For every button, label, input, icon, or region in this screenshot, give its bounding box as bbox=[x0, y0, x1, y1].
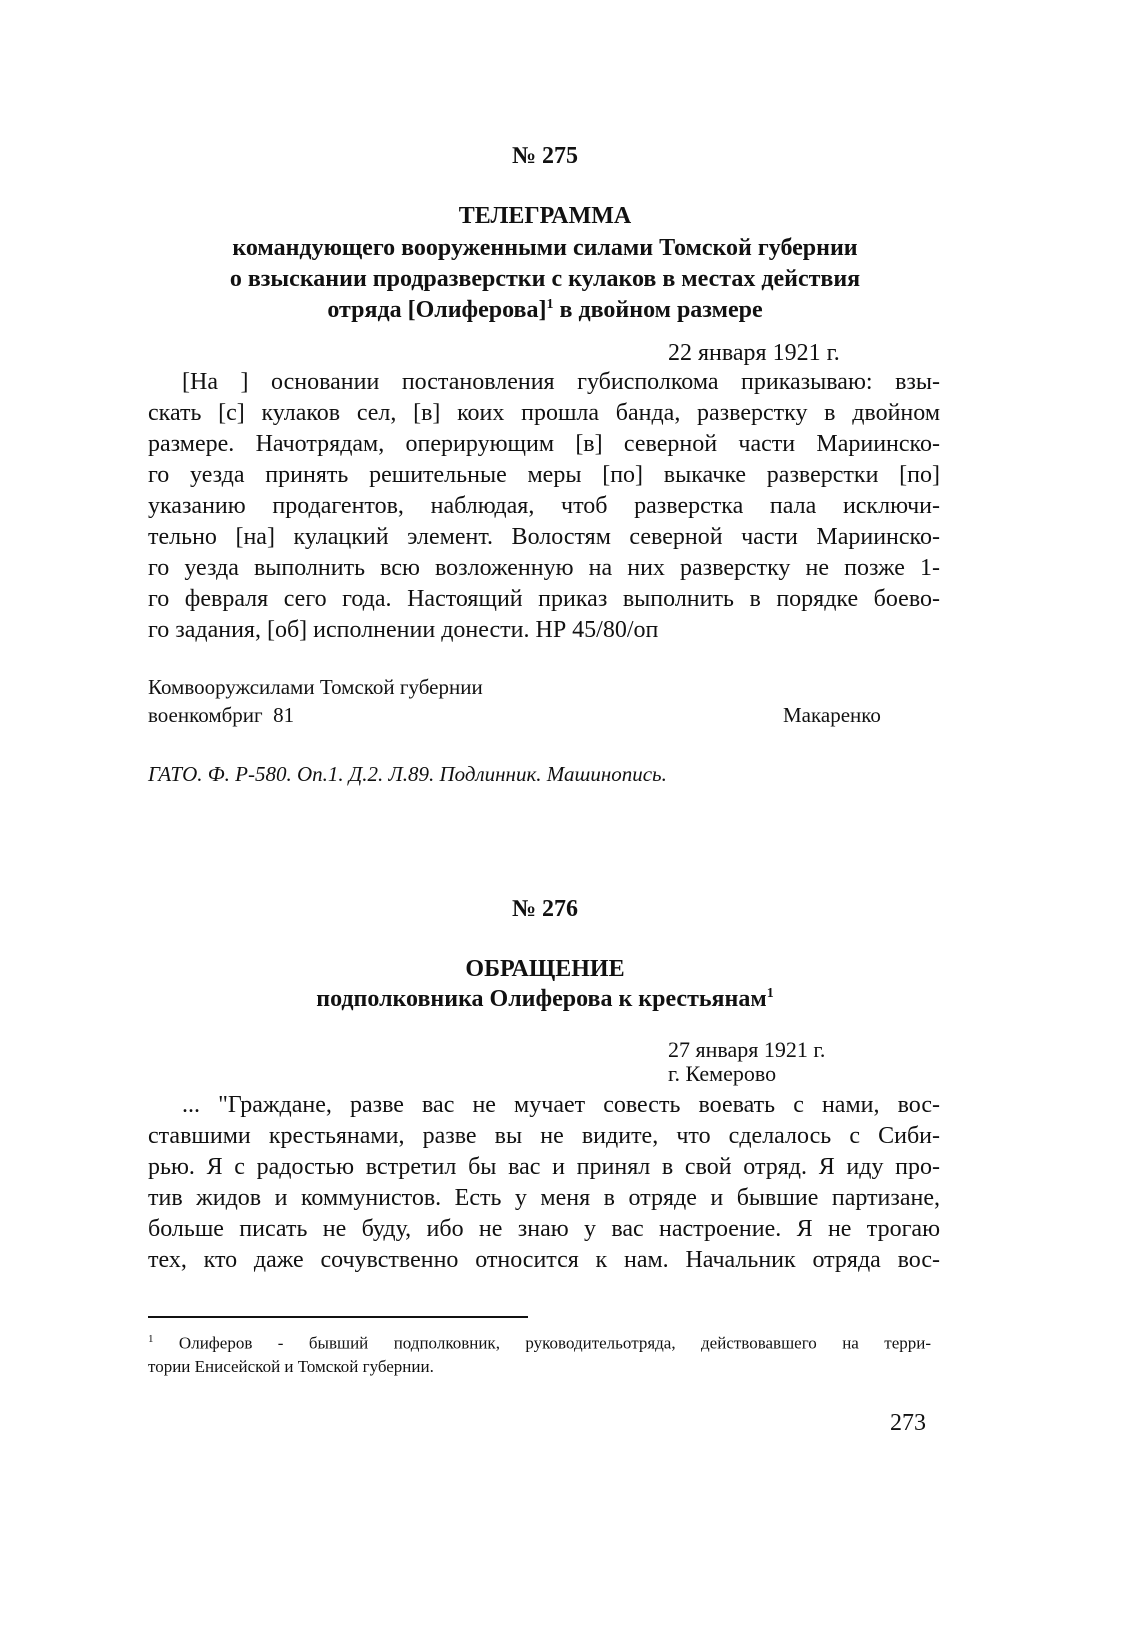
body-line: го задания, [об] исполнении донести. НР 45/80/оп bbox=[148, 617, 659, 643]
doc-date: 27 января 1921 г. bbox=[668, 1037, 826, 1062]
footnote-line: тории Енисейской и Томской губернии. bbox=[148, 1356, 434, 1376]
doc-title-appeal: ОБРАЩЕНИЕ bbox=[465, 956, 625, 982]
footnote bbox=[148, 1328, 948, 1378]
doc-number-275: № 275 bbox=[511, 143, 579, 169]
doc-title-telegram: ТЕЛЕГРАММА bbox=[458, 203, 632, 229]
page-number: 273 bbox=[890, 1410, 926, 1436]
doc-subtitle-line bbox=[0, 297, 1090, 324]
subtitle-text: в двойном размере bbox=[553, 297, 763, 323]
footnote-mark: 1 bbox=[148, 1333, 154, 1345]
body-line: ставшими крестьянами, разве вы не видите, что сделалось с Сиби- bbox=[148, 1123, 940, 1149]
footnote-ref: 1 bbox=[546, 297, 554, 312]
footnote-text: Олиферов - бывший подполковник, руководительотряда, действовавшего на терри- bbox=[153, 1333, 931, 1353]
subtitle-text: подполковника Олиферова к крестьянам bbox=[316, 986, 767, 1012]
footnote-ref: 1 bbox=[766, 986, 774, 1001]
doc-number-276: № 276 bbox=[511, 896, 579, 922]
body-line: тех, кто даже сочувственно относится к нам. Начальник отряда вос- bbox=[148, 1247, 940, 1273]
signature-title: Комвооружсилами Томской губернии bbox=[148, 675, 483, 699]
body-line: тельно [на] кулацкий элемент. Волостям северной части Мариинско- bbox=[148, 524, 940, 550]
subtitle-text: отряда [Олиферова] bbox=[327, 297, 547, 323]
signatory-name: Макаренко bbox=[783, 703, 881, 727]
doc-subtitle-line: о взыскании продразверстки с кулаков в местах действия bbox=[229, 266, 861, 292]
body-line: го уезда принять решительные меры [по] выкачке разверстки [по] bbox=[148, 462, 940, 488]
doc-subtitle-line: командующего вооруженными силами Томской губернии bbox=[232, 235, 858, 261]
body-line: указанию продагентов, наблюдая, чтоб разверстка пала исключи- bbox=[148, 493, 940, 519]
doc-body bbox=[148, 1090, 940, 1276]
doc-subtitle-line bbox=[0, 986, 1090, 1013]
footnote-divider bbox=[148, 1316, 528, 1318]
body-line: рью. Я с радостью встретил бы вас и принял в свой отряд. Я иду про- bbox=[148, 1154, 940, 1180]
body-line: размере. Начотрядам, оперирующим [в] северной части Мариинско- bbox=[148, 431, 940, 457]
doc-place: г. Кемерово bbox=[668, 1061, 777, 1086]
body-line: тив жидов и коммунистов. Есть у меня в отряде и бывшие партизане, bbox=[148, 1185, 940, 1211]
body-line: го уезда выполнить всю возложенную на них разверстку не позже 1- bbox=[148, 555, 940, 581]
archive-reference: ГАТО. Ф. Р-580. Оп.1. Д.2. Л.89. Подлинник. Машинопись. bbox=[148, 762, 667, 786]
body-line: скать [с] кулаков сел, [в] коих прошла банда, разверстку в двойном bbox=[148, 400, 940, 426]
body-line: больше писать не буду, ибо не знаю у вас настроение. Я не трогаю bbox=[148, 1216, 940, 1242]
body-line: го февраля сего года. Настоящий приказ выполнить в порядке боево- bbox=[148, 586, 940, 612]
doc-date: 22 января 1921 г. bbox=[668, 340, 840, 366]
body-line: [На ] основании постановления губисполкома приказываю: взы- bbox=[182, 369, 940, 395]
footnote-line bbox=[148, 1328, 931, 1355]
body-line: ... "Граждане, разве вас не мучает совесть воевать с нами, вос- bbox=[182, 1092, 940, 1118]
signature-rank: военкомбриг 81 bbox=[148, 703, 295, 727]
doc-body bbox=[148, 367, 940, 646]
